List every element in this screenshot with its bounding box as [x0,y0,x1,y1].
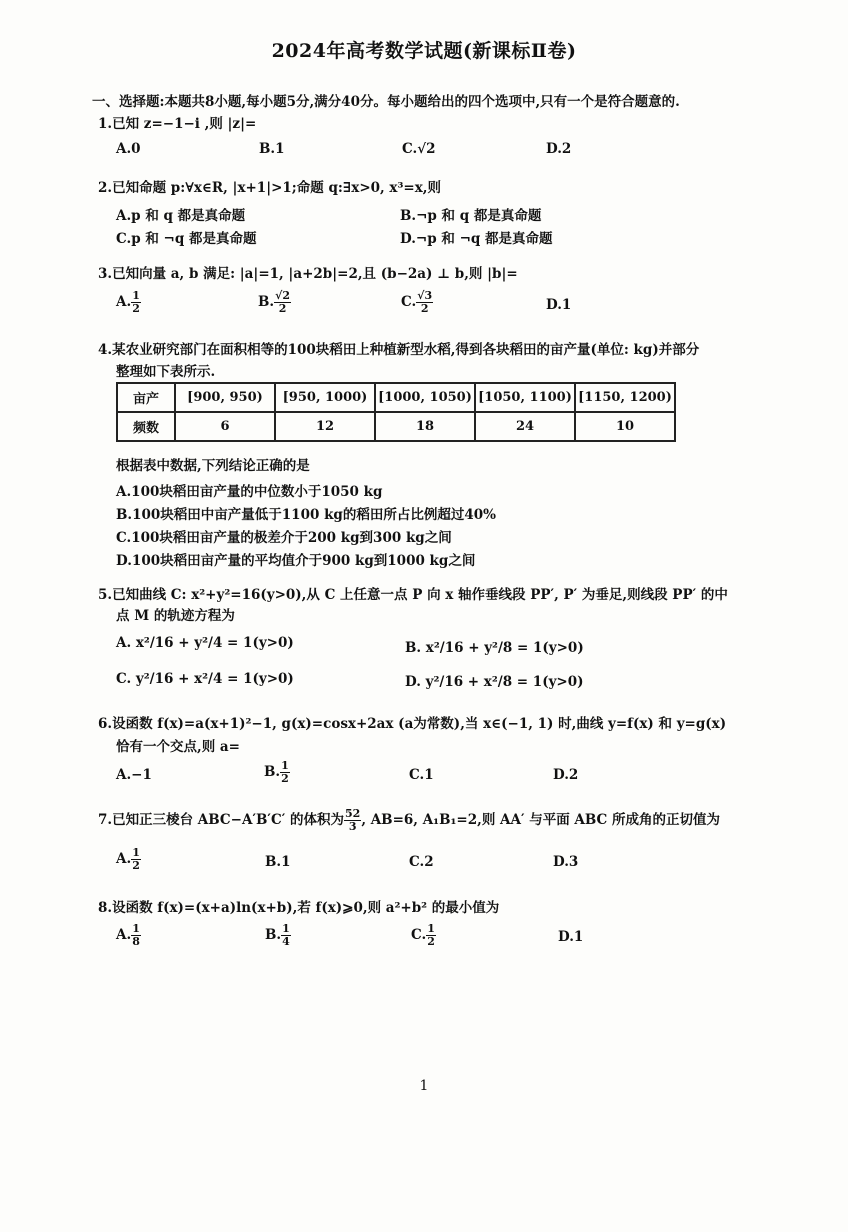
question-4-stem-line1: 4.某农业研究部门在面积相等的100块稻田上种植新型水稻,得到各块稻田的亩产量(单位: kg)并部分 [98,342,700,358]
q1-option-d: D.2 [546,141,572,157]
table-cell: [1050, 1100) [475,383,575,412]
q6-option-b: B. $\frac{1}{2}$ [264,759,289,785]
q5-option-b: B. x²/16 + y²/8 = 1(y>0) [405,640,584,656]
fraction: $\frac{√2}{2}$ [275,289,291,315]
table-header-cell: 频数 [117,412,175,441]
q5-option-a: A. x²/16 + y²/4 = 1(y>0) [116,635,294,651]
table-cell: [1150, 1200) [575,383,675,412]
q7-option-b: B.1 [265,854,291,870]
q7-option-c: C.2 [409,854,434,870]
q7-option-d: D.3 [553,854,579,870]
q7-option-a: A. $\frac{1}{2}$ [116,846,140,872]
q5-option-d: D. y²/16 + x²/8 = 1(y>0) [405,674,584,690]
question-4-lead: 根据表中数据,下列结论正确的是 [116,458,310,474]
q4-option-d: D.100块稻田亩产量的平均值介于900 kg到1000 kg之间 [116,553,476,569]
q1-option-c: C.√2 [402,141,436,157]
table-cell: 12 [275,412,375,441]
table-cell: 24 [475,412,575,441]
q4-option-a: A.100块稻田亩产量的中位数小于1050 kg [116,484,383,500]
q3-option-a: A. $\frac{1}{2}$ [116,289,140,315]
q8-option-a: A. $\frac{1}{8}$ [116,922,140,948]
table-cell: 18 [375,412,475,441]
q2-option-a: A.p 和 q 都是真命题 [116,208,246,224]
q6-option-d: D.2 [553,767,579,783]
question-6-stem-line1: 6.设函数 f(x)=a(x+1)²−1, g(x)=cosx+2ax (a为常数),当 x∈(−1, 1) 时,曲线 y=f(x) 和 y=g(x) [98,716,727,732]
page-title: 2024年高考数学试题(新课标Ⅱ卷) [271,40,577,62]
question-8-stem: 8.设函数 f(x)=(x+a)ln(x+b),若 f(x)⩾0,则 a²+b² 的最小值为 [98,900,500,916]
fraction: $\frac{1}{8}$ [132,922,140,948]
fraction: $\frac{1}{2}$ [132,846,140,872]
q3-option-c: C. $\frac{√3}{2}$ [401,289,433,315]
fraction: $\frac{√3}{2}$ [417,289,433,315]
question-2-stem: 2.已知命题 p:∀x∈R, |x+1|>1;命题 q:∃x>0, x³=x,则 [98,180,441,196]
fraction: $\frac{1}{2}$ [281,759,289,785]
page-number: 1 [419,1078,429,1094]
table-header-cell: 亩产 [117,383,175,412]
q2-option-d: D.¬p 和 ¬q 都是真命题 [400,231,553,247]
fraction: $\frac{1}{2}$ [427,922,435,948]
question-5-stem-line2: 点 M 的轨迹方程为 [116,608,235,624]
fraction: $\frac{1}{4}$ [282,922,290,948]
fraction: $\frac{52}{3}$ [345,807,361,833]
table-cell: [1000, 1050) [375,383,475,412]
table-row [117,412,675,441]
table-cell: [950, 1000) [275,383,375,412]
table-cell: 10 [575,412,675,441]
question-5-stem-line1: 5.已知曲线 C: x²+y²=16(y>0),从 C 上任意一点 P 向 x 轴作垂线段 PP′, P′ 为垂足,则线段 PP′ 的中 [98,587,728,603]
q2-option-c: C.p 和 ¬q 都是真命题 [116,231,257,247]
table-row [117,383,675,412]
q8-option-c: C. $\frac{1}{2}$ [411,922,435,948]
q4-option-c: C.100块稻田亩产量的极差介于200 kg到300 kg之间 [116,530,452,546]
q3-option-d: D.1 [546,297,572,313]
q8-option-b: B. $\frac{1}{4}$ [265,922,290,948]
q1-option-b: B.1 [259,141,285,157]
table-cell: 6 [175,412,275,441]
q4-option-b: B.100块稻田中亩产量低于1100 kg的稻田所占比例超过40% [116,507,496,523]
question-1-stem: 1.已知 z=−1−i ,则 |z|= [98,116,257,132]
table-cell: [900, 950) [175,383,275,412]
q8-option-d: D.1 [558,929,584,945]
question-7-stem: 7.已知正三棱台 ABC−A′B′C′ 的体积为 $\frac{52}{3}$ , AB=6, A₁B₁=2,则 AA′ 与平面 ABC 所成角的正切值为 [98,807,721,833]
q3-option-b: B. $\frac{√2}{2}$ [258,289,291,315]
q5-option-c: C. y²/16 + x²/4 = 1(y>0) [116,671,294,687]
q1-option-a: A.0 [116,141,141,157]
q6-option-a: A.−1 [116,767,152,783]
question-6-stem-line2: 恰有一个交点,则 a= [116,739,240,755]
section-heading: 一、选择题:本题共8小题,每小题5分,满分40分。每小题给出的四个选项中,只有一个是符合题意的. [92,94,680,110]
q6-option-c: C.1 [409,767,434,783]
question-3-stem: 3.已知向量 a, b 满足: |a|=1, |a+2b|=2,且 (b−2a) ⊥ b,则 |b|= [98,266,518,282]
frequency-table [116,382,676,442]
fraction: $\frac{1}{2}$ [132,289,140,315]
q2-option-b: B.¬p 和 q 都是真命题 [400,208,542,224]
question-4-stem-line2: 整理如下表所示. [116,364,216,380]
